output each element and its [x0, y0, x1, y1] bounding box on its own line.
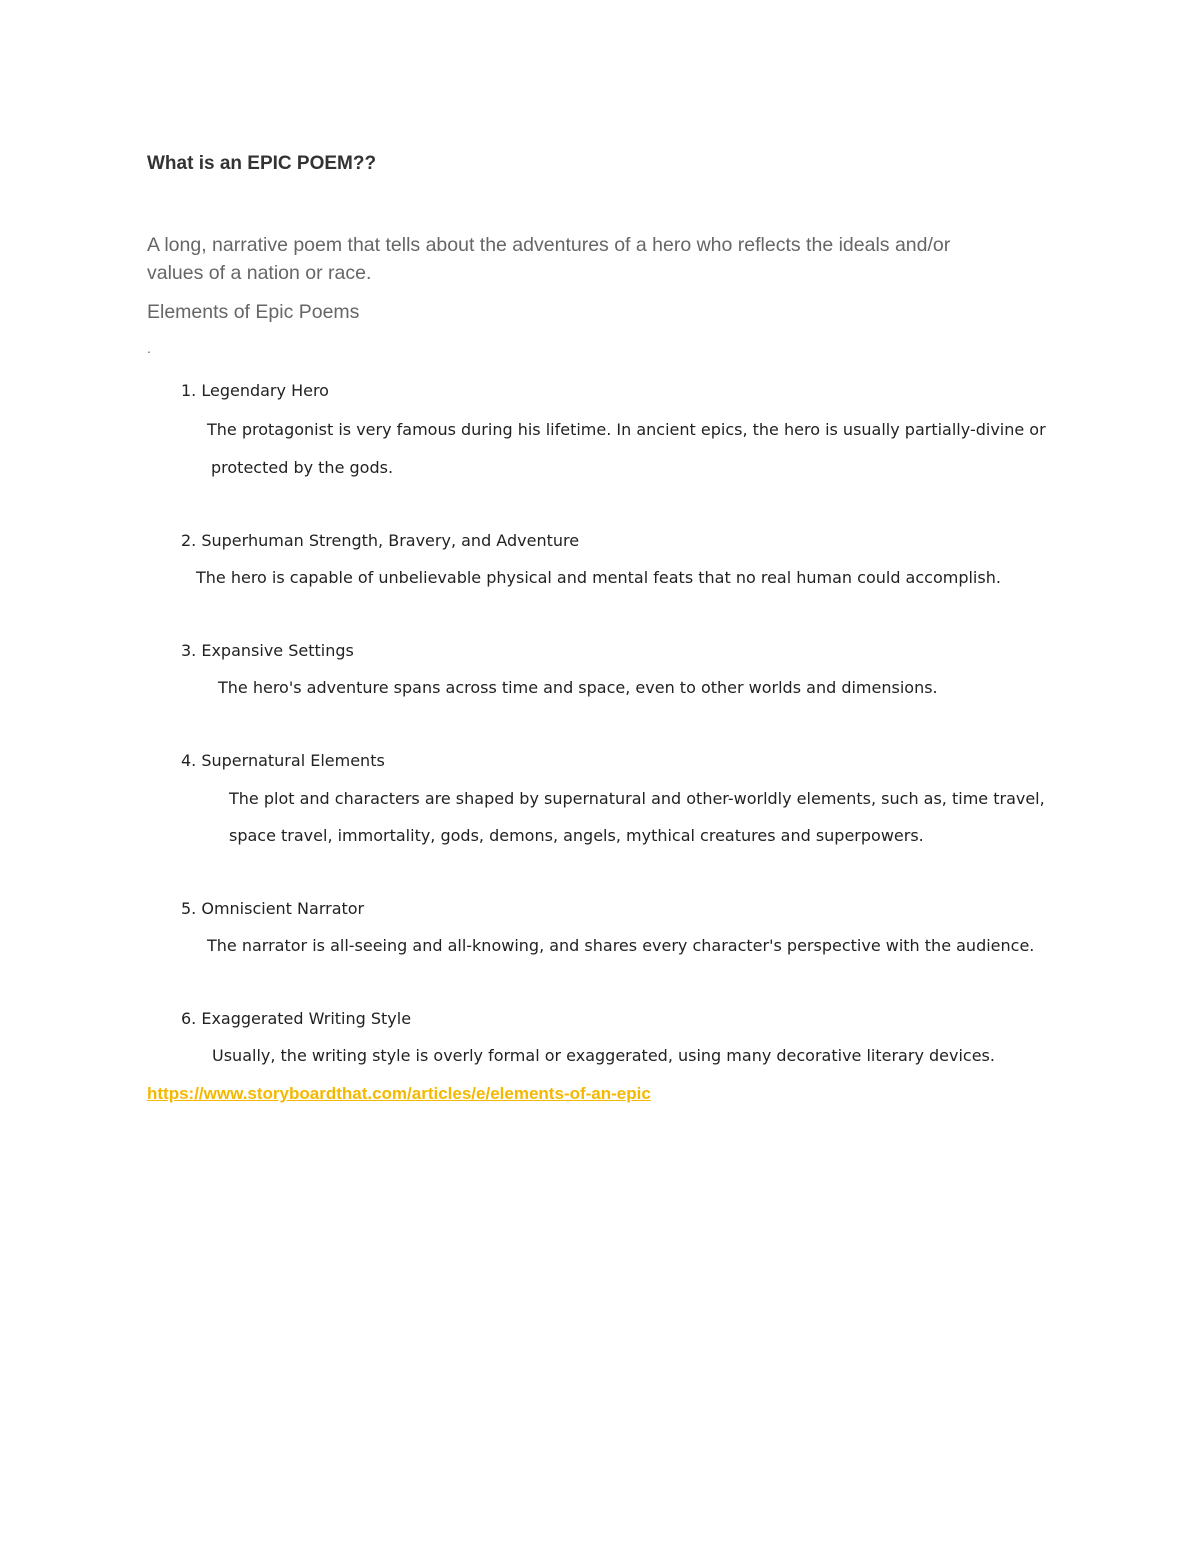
page-title: What is an EPIC POEM?? — [147, 153, 377, 174]
element-3-title: 3. Expansive Settings — [181, 641, 354, 660]
source-link[interactable]: https://www.storyboardthat.com/articles/e/elements-of-an-epic — [147, 1084, 651, 1103]
element-5-desc-line-1: The narrator is all-seeing and all-knowing, and shares every character's perspective with the audience. — [207, 936, 1035, 955]
element-3-desc-line-1: The hero's adventure spans across time and space, even to other worlds and dimensions. — [218, 678, 938, 697]
element-2-title: 2. Superhuman Strength, Bravery, and Adventure — [181, 531, 580, 550]
element-2-desc-line-1: The hero is capable of unbelievable physical and mental feats that no real human could accomplish. — [196, 568, 1001, 587]
element-6-title: 6. Exaggerated Writing Style — [181, 1009, 412, 1028]
element-4-desc-line-2: space travel, immortality, gods, demons, angels, mythical creatures and superpowers. — [229, 826, 924, 845]
element-5-title: 5. Omniscient Narrator — [181, 899, 365, 918]
stray-dot: . — [147, 340, 151, 356]
element-1-desc-line-2: protected by the gods. — [211, 458, 394, 477]
section-heading: Elements of Epic Poems — [147, 301, 360, 323]
element-4-desc-line-1: The plot and characters are shaped by supernatural and other-worldly elements, such as, time travel, — [229, 789, 1045, 808]
element-6-desc-line-1: Usually, the writing style is overly formal or exaggerated, using many decorative literary devices. — [212, 1046, 995, 1065]
element-1-title: 1. Legendary Hero — [181, 381, 329, 400]
definition-line-1: A long, narrative poem that tells about the adventures of a hero who reflects the ideals and/or — [147, 234, 951, 256]
definition-line-2: values of a nation or race. — [147, 262, 372, 284]
element-4-title: 4. Supernatural Elements — [181, 751, 385, 770]
element-1-desc-line-1: The protagonist is very famous during his lifetime. In ancient epics, the hero is usually partially-divine or — [207, 420, 1046, 439]
